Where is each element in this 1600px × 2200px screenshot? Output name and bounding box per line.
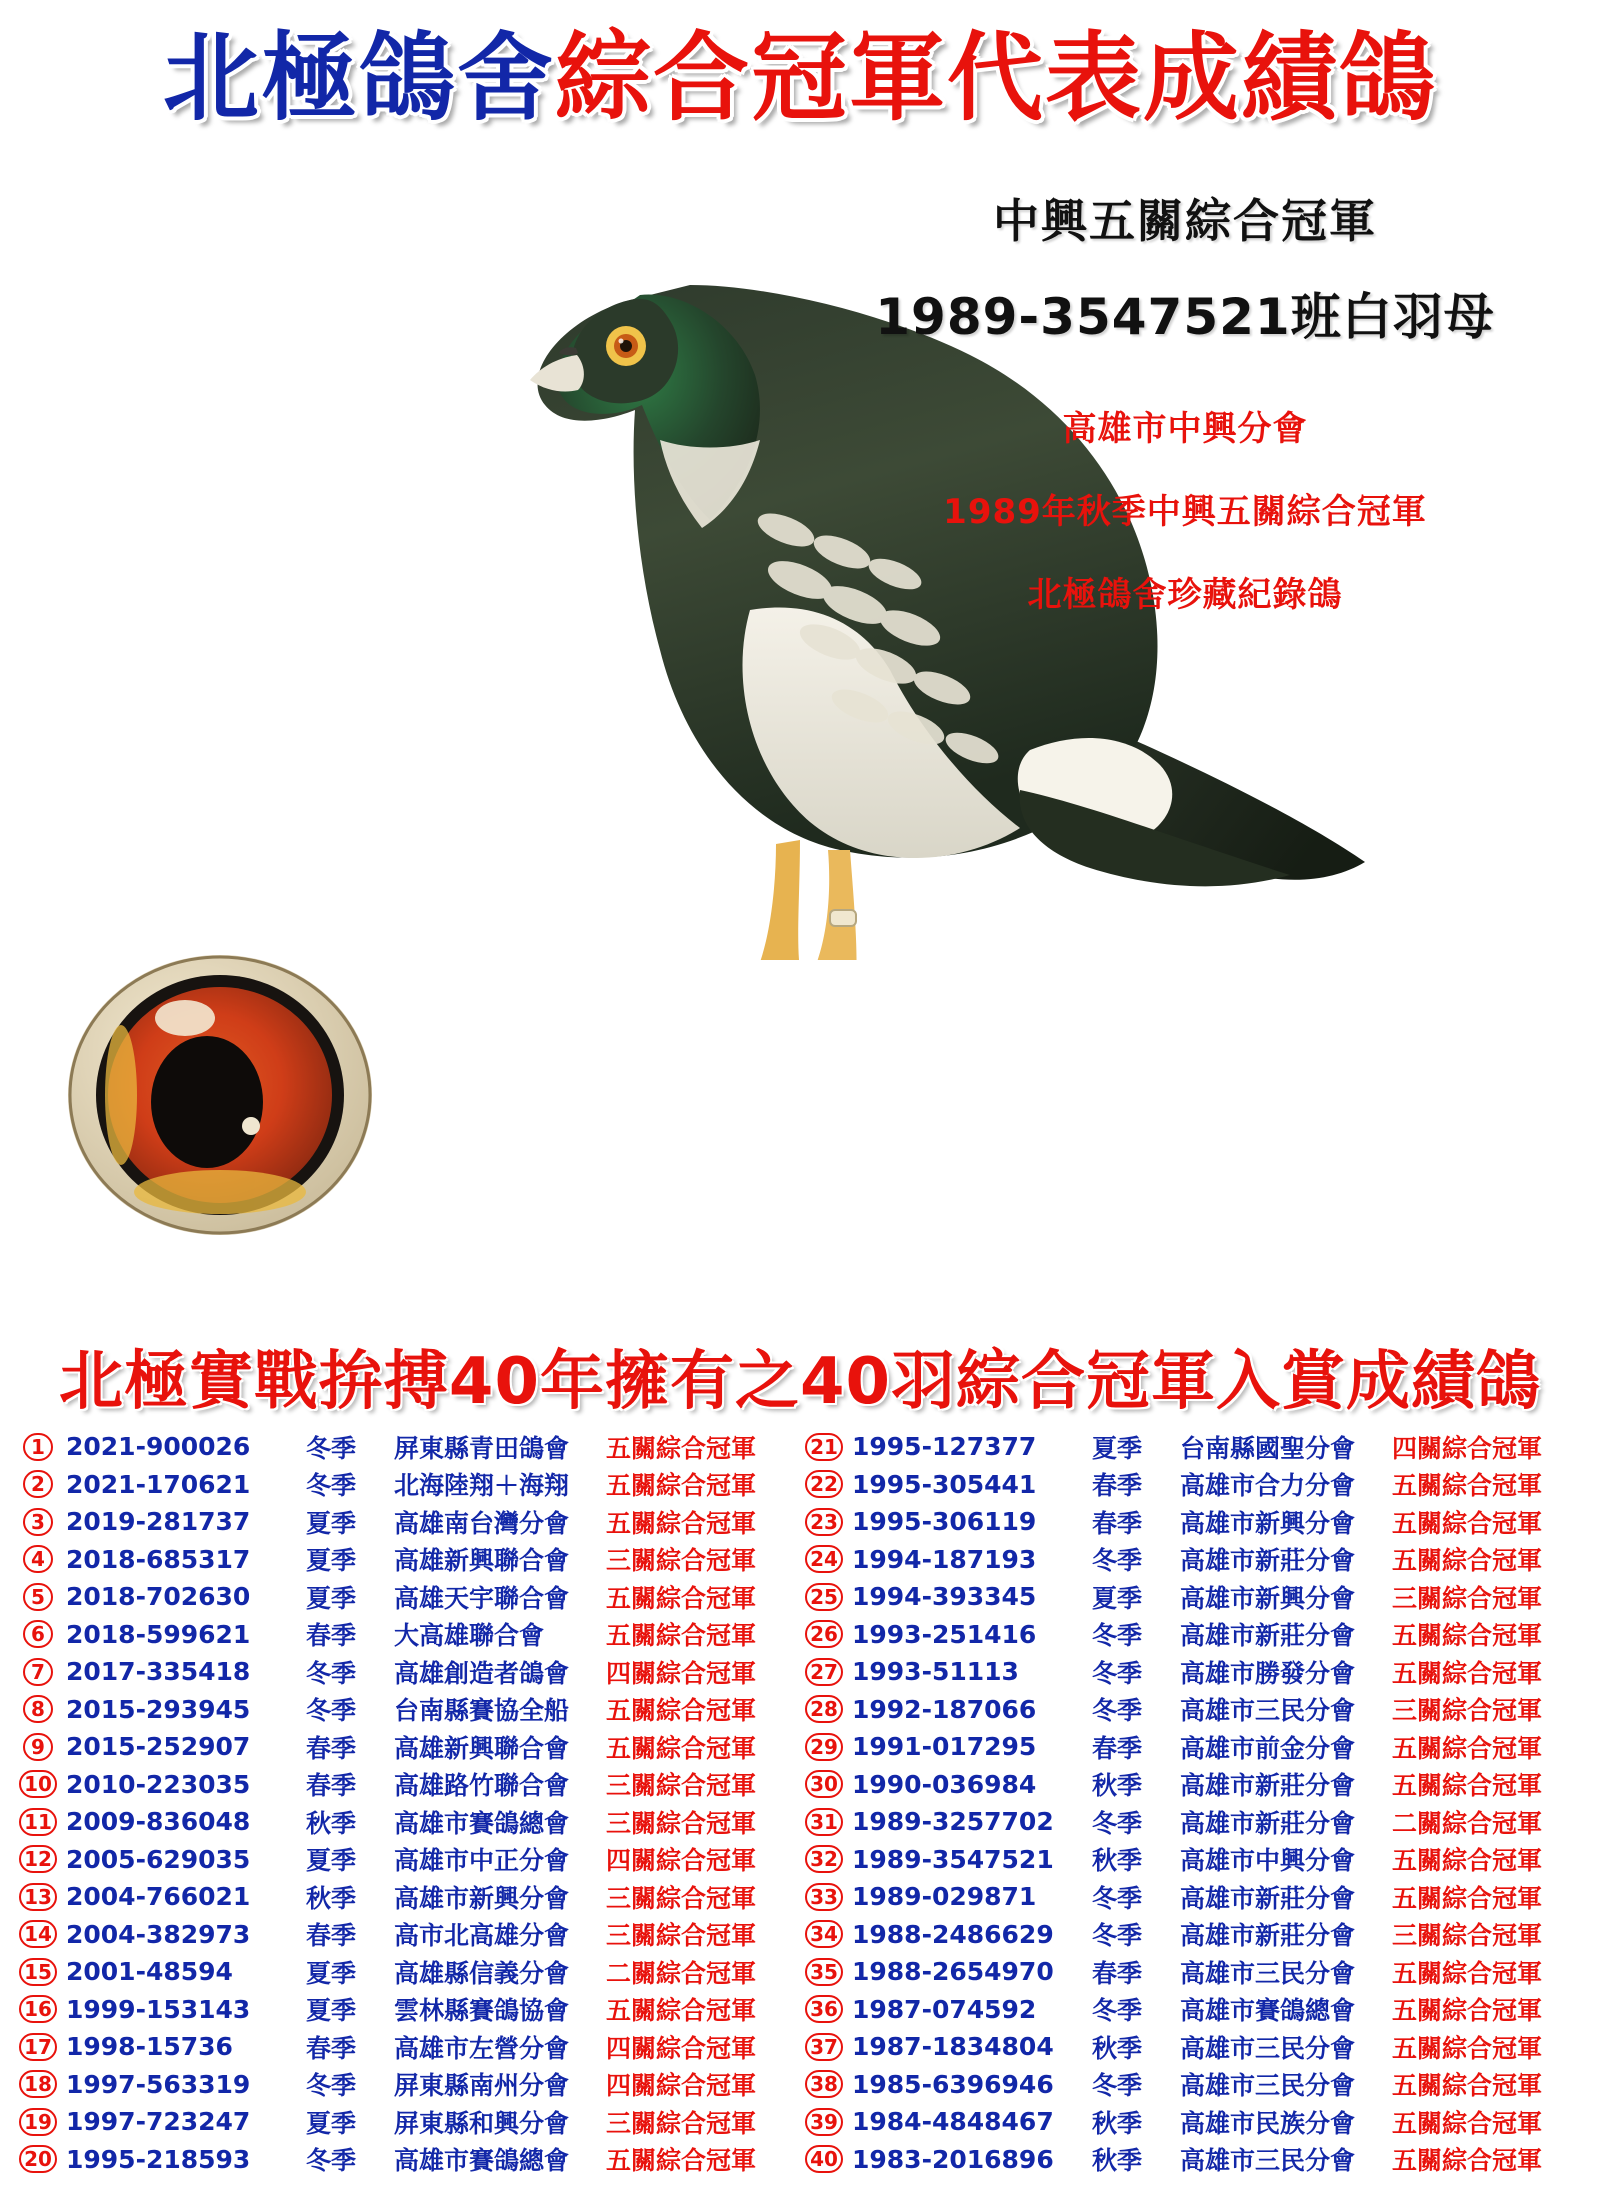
row-ring: 1994-393345 — [852, 1582, 1037, 1612]
table-row — [16, 1878, 784, 1916]
row-club: 高雄市前金分會 — [1180, 1733, 1356, 1763]
table-row — [802, 1466, 1570, 1504]
row-club: 高雄市三民分會 — [1180, 2071, 1356, 2101]
row-season: 春季 — [306, 2033, 357, 2063]
row-ring: 1993-251416 — [852, 1619, 1037, 1649]
row-ring: 1995-218593 — [66, 2144, 251, 2174]
banner-red-text: 綜合冠軍代表成績鴿 — [555, 22, 1437, 134]
row-season: 冬季 — [306, 2071, 357, 2101]
row-number: 17 — [16, 2033, 60, 2061]
row-ring: 2004-382973 — [66, 1919, 251, 1949]
row-ring: 1998-15736 — [66, 2032, 233, 2062]
row-number: 34 — [802, 1920, 846, 1948]
row-ring: 1985-6396946 — [852, 2069, 1054, 2099]
table-row — [802, 1916, 1570, 1954]
row-award: 五關綜合冠軍 — [1392, 1996, 1543, 2026]
row-award: 五關綜合冠軍 — [1392, 1508, 1543, 1538]
row-number: 40 — [802, 2145, 846, 2173]
row-number: 29 — [802, 1733, 846, 1761]
row-number: 5 — [16, 1583, 60, 1611]
table-row — [802, 1803, 1570, 1841]
row-club: 高雄市中正分會 — [394, 1846, 570, 1876]
row-club: 雲林縣賽鴿協會 — [394, 1996, 570, 2026]
row-award: 二關綜合冠軍 — [606, 1958, 757, 1988]
table-row — [802, 2028, 1570, 2066]
row-award: 三關綜合冠軍 — [606, 2108, 757, 2138]
row-season: 春季 — [306, 1921, 357, 1951]
table-row — [802, 1616, 1570, 1654]
row-club: 高雄市合力分會 — [1180, 1471, 1356, 1501]
table-row — [16, 2141, 784, 2179]
row-award: 五關綜合冠軍 — [606, 2146, 757, 2176]
row-award: 五關綜合冠軍 — [606, 1696, 757, 1726]
row-club: 屏東縣青田鴿會 — [394, 1433, 570, 1463]
row-club: 高雄市勝發分會 — [1180, 1658, 1356, 1688]
row-ring: 2005-629035 — [66, 1844, 251, 1874]
row-number: 30 — [802, 1770, 846, 1798]
row-season: 冬季 — [306, 1696, 357, 1726]
row-club: 高雄市新興分會 — [1180, 1583, 1356, 1613]
row-ring: 1988-2654970 — [852, 1957, 1054, 1987]
row-number: 14 — [16, 1920, 60, 1948]
table-row — [802, 1728, 1570, 1766]
row-club: 高雄路竹聯合會 — [394, 1771, 570, 1801]
row-club: 高雄市新興分會 — [1180, 1508, 1356, 1538]
table-row — [802, 1953, 1570, 1991]
row-season: 冬季 — [1092, 1658, 1143, 1688]
row-club: 高雄市左營分會 — [394, 2033, 570, 2063]
row-season: 夏季 — [1092, 1583, 1143, 1613]
row-club: 高雄縣信義分會 — [394, 1958, 570, 1988]
row-number: 6 — [16, 1620, 60, 1648]
row-number: 21 — [802, 1433, 846, 1461]
row-award: 三關綜合冠軍 — [606, 1546, 757, 1576]
table-row — [16, 1691, 784, 1729]
table-row — [16, 1841, 784, 1879]
table-row — [16, 1766, 784, 1804]
row-award: 四關綜合冠軍 — [606, 2071, 757, 2101]
row-season: 冬季 — [306, 2146, 357, 2176]
row-number: 20 — [16, 2145, 60, 2173]
row-award: 五關綜合冠軍 — [1392, 2071, 1543, 2101]
row-award: 五關綜合冠軍 — [1392, 1733, 1543, 1763]
table-row — [16, 1616, 784, 1654]
row-club: 高市北高雄分會 — [394, 1921, 570, 1951]
row-award: 三關綜合冠軍 — [606, 1808, 757, 1838]
row-award: 三關綜合冠軍 — [1392, 1696, 1543, 1726]
row-season: 春季 — [306, 1621, 357, 1651]
row-season: 夏季 — [306, 1846, 357, 1876]
row-number: 25 — [802, 1583, 846, 1611]
row-club: 高雄市新莊分會 — [1180, 1883, 1356, 1913]
info-achievement: 1989年秋季中興五關綜合冠軍 — [943, 492, 1427, 532]
row-club: 高雄市賽鴿總會 — [394, 1808, 570, 1838]
row-ring: 2021-900026 — [66, 1432, 251, 1462]
row-number: 39 — [802, 2108, 846, 2136]
row-ring: 2009-836048 — [66, 1807, 251, 1837]
secondary-banner — [0, 1330, 1600, 1422]
info-collection-note: 北極鴿舍珍藏紀錄鴿 — [1027, 575, 1343, 615]
row-season: 冬季 — [1092, 1808, 1143, 1838]
row-award: 三關綜合冠軍 — [1392, 1583, 1543, 1613]
table-row — [802, 1841, 1570, 1879]
results-column-left — [16, 1428, 784, 2178]
pigeon-eye-photo — [55, 930, 385, 1260]
row-ring: 1994-187193 — [852, 1544, 1037, 1574]
row-ring: 2018-599621 — [66, 1619, 251, 1649]
info-club: 高雄市中興分會 — [1062, 409, 1308, 449]
row-award: 五關綜合冠軍 — [606, 1583, 757, 1613]
table-row — [16, 1991, 784, 2029]
table-row — [16, 1466, 784, 1504]
row-award: 五關綜合冠軍 — [606, 1996, 757, 2026]
row-award: 三關綜合冠軍 — [606, 1883, 757, 1913]
table-row — [16, 1916, 784, 1954]
secondary-banner-text: 北極實戰拚搏40年擁有之40羽綜合冠軍入賞成績鴿 — [58, 1345, 1542, 1419]
row-ring: 2019-281737 — [66, 1507, 251, 1537]
row-award: 五關綜合冠軍 — [606, 1508, 757, 1538]
row-number: 22 — [802, 1470, 846, 1498]
row-season: 冬季 — [1092, 1921, 1143, 1951]
table-row — [16, 1953, 784, 1991]
row-club: 高雄市三民分會 — [1180, 2146, 1356, 2176]
row-season: 秋季 — [306, 1883, 357, 1913]
row-award: 五關綜合冠軍 — [606, 1733, 757, 1763]
row-club: 高雄市賽鴿總會 — [1180, 1996, 1356, 2026]
row-season: 冬季 — [1092, 1546, 1143, 1576]
table-row — [16, 1541, 784, 1579]
row-award: 五關綜合冠軍 — [1392, 2108, 1543, 2138]
row-ring: 1983-2016896 — [852, 2144, 1054, 2174]
row-club: 屏東縣南州分會 — [394, 2071, 570, 2101]
row-ring: 1999-153143 — [66, 1994, 251, 2024]
table-row — [802, 2103, 1570, 2141]
row-award: 三關綜合冠軍 — [606, 1771, 757, 1801]
row-season: 春季 — [1092, 1958, 1143, 1988]
row-award: 四關綜合冠軍 — [606, 1658, 757, 1688]
table-row — [802, 1766, 1570, 1804]
row-club: 北海陸翔＋海翔 — [394, 1471, 570, 1501]
row-number: 37 — [802, 2033, 846, 2061]
row-award: 五關綜合冠軍 — [606, 1471, 757, 1501]
table-row — [802, 1653, 1570, 1691]
row-number: 26 — [802, 1620, 846, 1648]
row-season: 冬季 — [306, 1433, 357, 1463]
row-club: 高雄市新興分會 — [394, 1883, 570, 1913]
row-season: 冬季 — [1092, 1996, 1143, 2026]
row-season: 秋季 — [1092, 1846, 1143, 1876]
row-ring: 1987-074592 — [852, 1994, 1037, 2024]
row-award: 三關綜合冠軍 — [1392, 1921, 1543, 1951]
table-row — [802, 2141, 1570, 2179]
row-ring: 1995-127377 — [852, 1432, 1037, 1462]
row-number: 31 — [802, 1808, 846, 1836]
row-number: 15 — [16, 1958, 60, 1986]
row-club: 高雄市賽鴿總會 — [394, 2146, 570, 2176]
row-club: 高雄天宇聯合會 — [394, 1583, 570, 1613]
info-title: 中興五關綜合冠軍 — [993, 194, 1377, 248]
row-season: 春季 — [306, 1771, 357, 1801]
table-row — [802, 1578, 1570, 1616]
row-number: 1 — [16, 1433, 60, 1461]
row-season: 春季 — [1092, 1733, 1143, 1763]
row-ring: 2017-335418 — [66, 1657, 251, 1687]
row-number: 23 — [802, 1508, 846, 1536]
table-row — [16, 1428, 784, 1466]
row-award: 五關綜合冠軍 — [1392, 2146, 1543, 2176]
row-number: 36 — [802, 1995, 846, 2023]
row-season: 夏季 — [306, 1508, 357, 1538]
row-number: 33 — [802, 1883, 846, 1911]
row-ring: 1989-3547521 — [852, 1844, 1054, 1874]
row-season: 冬季 — [1092, 1696, 1143, 1726]
row-club: 高雄創造者鴿會 — [394, 1658, 570, 1688]
main-banner — [0, 18, 1600, 138]
row-ring: 1997-563319 — [66, 2069, 251, 2099]
row-club: 高雄市新莊分會 — [1180, 1771, 1356, 1801]
row-season: 夏季 — [306, 1583, 357, 1613]
row-season: 秋季 — [306, 1808, 357, 1838]
table-row — [16, 2066, 784, 2104]
row-season: 秋季 — [1092, 1771, 1143, 1801]
row-season: 春季 — [1092, 1508, 1143, 1538]
info-ring-number: 1989-3547521班白羽母 — [875, 288, 1495, 346]
row-club: 高雄市新莊分會 — [1180, 1921, 1356, 1951]
row-number: 18 — [16, 2070, 60, 2098]
table-row — [802, 2066, 1570, 2104]
row-season: 秋季 — [1092, 2146, 1143, 2176]
row-club: 高雄新興聯合會 — [394, 1733, 570, 1763]
row-number: 32 — [802, 1845, 846, 1873]
table-row — [16, 1503, 784, 1541]
row-ring: 1997-723247 — [66, 2107, 251, 2137]
row-season: 冬季 — [1092, 1621, 1143, 1651]
results-column-right — [802, 1428, 1570, 2178]
row-number: 4 — [16, 1545, 60, 1573]
row-club: 台南縣國聖分會 — [1180, 1433, 1356, 1463]
row-club: 高雄市三民分會 — [1180, 1958, 1356, 1988]
row-ring: 1984-4848467 — [852, 2107, 1054, 2137]
row-ring: 1990-036984 — [852, 1769, 1037, 1799]
row-award: 五關綜合冠軍 — [1392, 1471, 1543, 1501]
row-ring: 2018-685317 — [66, 1544, 251, 1574]
row-club: 大高雄聯合會 — [394, 1621, 545, 1651]
row-club: 高雄市三民分會 — [1180, 1696, 1356, 1726]
row-ring: 1991-017295 — [852, 1732, 1037, 1762]
row-season: 夏季 — [306, 1996, 357, 2026]
row-club: 高雄市三民分會 — [1180, 2033, 1356, 2063]
row-ring: 1989-029871 — [852, 1882, 1037, 1912]
row-number: 13 — [16, 1883, 60, 1911]
table-row — [16, 2028, 784, 2066]
row-number: 9 — [16, 1733, 60, 1761]
row-season: 春季 — [1092, 1471, 1143, 1501]
row-season: 夏季 — [306, 1546, 357, 1576]
row-award: 五關綜合冠軍 — [1392, 1771, 1543, 1801]
row-ring: 1992-187066 — [852, 1694, 1037, 1724]
row-season: 春季 — [306, 1733, 357, 1763]
row-ring: 1987-1834804 — [852, 2032, 1054, 2062]
table-row — [802, 1428, 1570, 1466]
row-ring: 2015-252907 — [66, 1732, 251, 1762]
row-club: 高雄新興聯合會 — [394, 1546, 570, 1576]
row-ring: 2021-170621 — [66, 1469, 251, 1499]
row-award: 五關綜合冠軍 — [1392, 1958, 1543, 1988]
row-club: 高雄市新莊分會 — [1180, 1546, 1356, 1576]
row-award: 五關綜合冠軍 — [1392, 2033, 1543, 2063]
row-season: 冬季 — [1092, 1883, 1143, 1913]
row-number: 19 — [16, 2108, 60, 2136]
table-row — [16, 1728, 784, 1766]
row-award: 五關綜合冠軍 — [1392, 1846, 1543, 1876]
row-ring: 1995-306119 — [852, 1507, 1037, 1537]
table-row — [16, 2103, 784, 2141]
row-club: 高雄市民族分會 — [1180, 2108, 1356, 2138]
table-row — [802, 1878, 1570, 1916]
row-number: 11 — [16, 1808, 60, 1836]
row-club: 高雄南台灣分會 — [394, 1508, 570, 1538]
row-club: 屏東縣和興分會 — [394, 2108, 570, 2138]
results-table — [16, 1428, 1588, 2178]
row-number: 38 — [802, 2070, 846, 2098]
row-number: 3 — [16, 1508, 60, 1536]
row-number: 8 — [16, 1695, 60, 1723]
row-season: 秋季 — [1092, 2033, 1143, 2063]
row-season: 冬季 — [306, 1658, 357, 1688]
row-season: 冬季 — [306, 1471, 357, 1501]
table-row — [16, 1653, 784, 1691]
table-row — [16, 1578, 784, 1616]
table-row — [16, 1803, 784, 1841]
row-ring: 1993-51113 — [852, 1657, 1019, 1687]
table-row — [802, 1991, 1570, 2029]
table-row — [802, 1541, 1570, 1579]
pigeon-info-block — [790, 185, 1580, 616]
row-award: 五關綜合冠軍 — [1392, 1883, 1543, 1913]
row-ring: 2010-223035 — [66, 1769, 251, 1799]
row-number: 28 — [802, 1695, 846, 1723]
table-row — [802, 1503, 1570, 1541]
row-season: 夏季 — [306, 2108, 357, 2138]
row-number: 27 — [802, 1658, 846, 1686]
row-ring: 1989-3257702 — [852, 1807, 1054, 1837]
row-award: 五關綜合冠軍 — [606, 1433, 757, 1463]
row-number: 35 — [802, 1958, 846, 1986]
row-club: 台南縣賽協全船 — [394, 1696, 570, 1726]
row-season: 夏季 — [1092, 1433, 1143, 1463]
row-ring: 2004-766021 — [66, 1882, 251, 1912]
row-award: 二關綜合冠軍 — [1392, 1808, 1543, 1838]
row-ring: 2018-702630 — [66, 1582, 251, 1612]
row-club: 高雄市新莊分會 — [1180, 1808, 1356, 1838]
row-award: 四關綜合冠軍 — [1392, 1433, 1543, 1463]
row-number: 24 — [802, 1545, 846, 1573]
row-ring: 1995-305441 — [852, 1469, 1037, 1499]
row-season: 冬季 — [1092, 2071, 1143, 2101]
row-number: 2 — [16, 1470, 60, 1498]
row-season: 夏季 — [306, 1958, 357, 1988]
banner-blue-text: 北極鴿舍 — [163, 22, 555, 134]
row-award: 五關綜合冠軍 — [1392, 1546, 1543, 1576]
row-award: 五關綜合冠軍 — [606, 1621, 757, 1651]
row-club: 高雄市中興分會 — [1180, 1846, 1356, 1876]
row-award: 三關綜合冠軍 — [606, 1921, 757, 1951]
row-number: 10 — [16, 1770, 60, 1798]
table-row — [802, 1691, 1570, 1729]
row-award: 五關綜合冠軍 — [1392, 1658, 1543, 1688]
row-number: 12 — [16, 1845, 60, 1873]
row-award: 四關綜合冠軍 — [606, 1846, 757, 1876]
row-ring: 1988-2486629 — [852, 1919, 1054, 1949]
row-club: 高雄市新莊分會 — [1180, 1621, 1356, 1651]
row-ring: 2001-48594 — [66, 1957, 233, 1987]
row-season: 秋季 — [1092, 2108, 1143, 2138]
row-award: 五關綜合冠軍 — [1392, 1621, 1543, 1651]
row-number: 7 — [16, 1658, 60, 1686]
row-award: 四關綜合冠軍 — [606, 2033, 757, 2063]
row-ring: 2015-293945 — [66, 1694, 251, 1724]
row-number: 16 — [16, 1995, 60, 2023]
